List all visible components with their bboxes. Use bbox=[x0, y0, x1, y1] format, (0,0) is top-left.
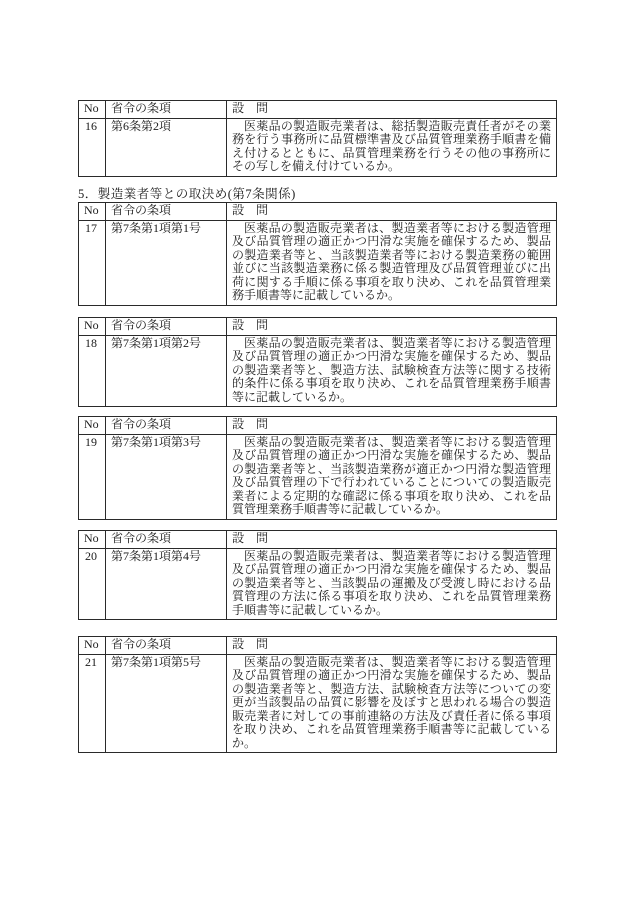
header-clause: 省令の条項 bbox=[106, 637, 227, 655]
clause-cell: 第7条第1項第1号 bbox=[106, 220, 227, 305]
row-number-cell: 16 bbox=[79, 118, 106, 176]
header-question: 設 問 bbox=[227, 318, 557, 336]
clause-cell: 第7条第1項第5号 bbox=[106, 654, 227, 753]
question-cell: 医薬品の製造販売業者は、製造業者等における製造管理及び品質管理の適正かつ円滑な実施を確保するため、製品の製造業者等と、当該製品の運搬及び受渡し時における品質管理の方法に係る事項を取り決め、これを品質管理業務手順書等に記載しているか。 bbox=[227, 548, 557, 620]
header-no: No bbox=[79, 203, 106, 221]
question-cell: 医薬品の製造販売業者は、総括製造販売責任者がその業務を行う事務所に品質標準書及び品質管理業務手順書を備え付けるとともに、品質管理業務を行うその他の事務所にその写しを備え付けているか。 bbox=[227, 118, 557, 176]
table-header-row bbox=[79, 417, 557, 435]
ordinance-question-table bbox=[78, 416, 557, 520]
clause-cell: 第7条第1項第3号 bbox=[106, 434, 227, 519]
question-cell: 医薬品の製造販売業者は、製造業者等における製造管理及び品質管理の適正かつ円滑な実施を確保するため、製品の製造業者等と、製造方法、試験検査方法等に関する技術的条件に係る事項を取り決め、これを品質管理業務手順書等に記載しているか。 bbox=[227, 335, 557, 407]
header-no: No bbox=[79, 417, 106, 435]
table-row bbox=[79, 548, 557, 620]
question-cell: 医薬品の製造販売業者は、製造業者等における製造管理及び品質管理の適正かつ円滑な実施を確保するため、製品の製造業者等と、製造方法、試験検査方法等についての変更が当該製品の品質に影響を及ぼすと思われる場合の製造販売業者に対しての事前連絡の方法及び責任者に係る事項を取り決め、これを品質管理業務手順書等に記載しているか。 bbox=[227, 654, 557, 753]
header-no: No bbox=[79, 101, 106, 119]
header-no: No bbox=[79, 318, 106, 336]
question-table-20 bbox=[78, 530, 556, 620]
ordinance-question-table bbox=[78, 530, 557, 620]
header-clause: 省令の条項 bbox=[106, 203, 227, 221]
row-number-cell: 18 bbox=[79, 335, 106, 407]
row-number-cell: 20 bbox=[79, 548, 106, 620]
header-clause: 省令の条項 bbox=[106, 531, 227, 549]
question-table-21 bbox=[78, 636, 556, 753]
header-question: 設 問 bbox=[227, 531, 557, 549]
table-header-row bbox=[79, 531, 557, 549]
table-header-row bbox=[79, 637, 557, 655]
ordinance-question-table bbox=[78, 317, 557, 407]
clause-cell: 第7条第1項第2号 bbox=[106, 335, 227, 407]
header-question: 設 問 bbox=[227, 637, 557, 655]
question-cell: 医薬品の製造販売業者は、製造業者等における製造管理及び品質管理の適正かつ円滑な実施を確保するため、製品の製造業者等と、当該製造業務が適正かつ円滑な製造管理及び品質管理の下で行われていることについての製造販売業者による定期的な確認に係る事項を取り決め、これを品質管理業務手順書等に記載しているか。 bbox=[227, 434, 557, 519]
table-header-row bbox=[79, 101, 557, 119]
row-number-cell: 19 bbox=[79, 434, 106, 519]
table-row bbox=[79, 220, 557, 305]
table-header-row bbox=[79, 203, 557, 221]
table-row bbox=[79, 335, 557, 407]
section-heading: 5．製造業者等との取決め(第7条関係) bbox=[78, 187, 296, 201]
header-no: No bbox=[79, 531, 106, 549]
header-question: 設 問 bbox=[227, 101, 557, 119]
row-number-cell: 21 bbox=[79, 654, 106, 753]
question-table-17 bbox=[78, 202, 556, 306]
question-table-18 bbox=[78, 317, 556, 407]
table-row bbox=[79, 434, 557, 519]
row-number-cell: 17 bbox=[79, 220, 106, 305]
ordinance-question-table bbox=[78, 202, 557, 306]
clause-cell: 第7条第1項第4号 bbox=[106, 548, 227, 620]
table-header-row bbox=[79, 318, 557, 336]
header-clause: 省令の条項 bbox=[106, 318, 227, 336]
ordinance-question-table bbox=[78, 636, 557, 753]
question-table-19 bbox=[78, 416, 556, 520]
question-cell: 医薬品の製造販売業者は、製造業者等における製造管理及び品質管理の適正かつ円滑な実施を確保するため、製品の製造業者等と、当該製造業者等における製造業務の範囲並びに当該製造業務に係る製造管理及び品質管理並びに出荷に関する手順に係る事項を取り決め、これを品質管理業務手順書等に記載しているか。 bbox=[227, 220, 557, 305]
clause-cell: 第6条第2項 bbox=[106, 118, 227, 176]
header-clause: 省令の条項 bbox=[106, 101, 227, 119]
header-question: 設 問 bbox=[227, 417, 557, 435]
question-table-16 bbox=[78, 100, 556, 177]
header-no: No bbox=[79, 637, 106, 655]
header-question: 設 問 bbox=[227, 203, 557, 221]
table-row bbox=[79, 654, 557, 753]
header-clause: 省令の条項 bbox=[106, 417, 227, 435]
table-row bbox=[79, 118, 557, 176]
ordinance-question-table bbox=[78, 100, 557, 177]
